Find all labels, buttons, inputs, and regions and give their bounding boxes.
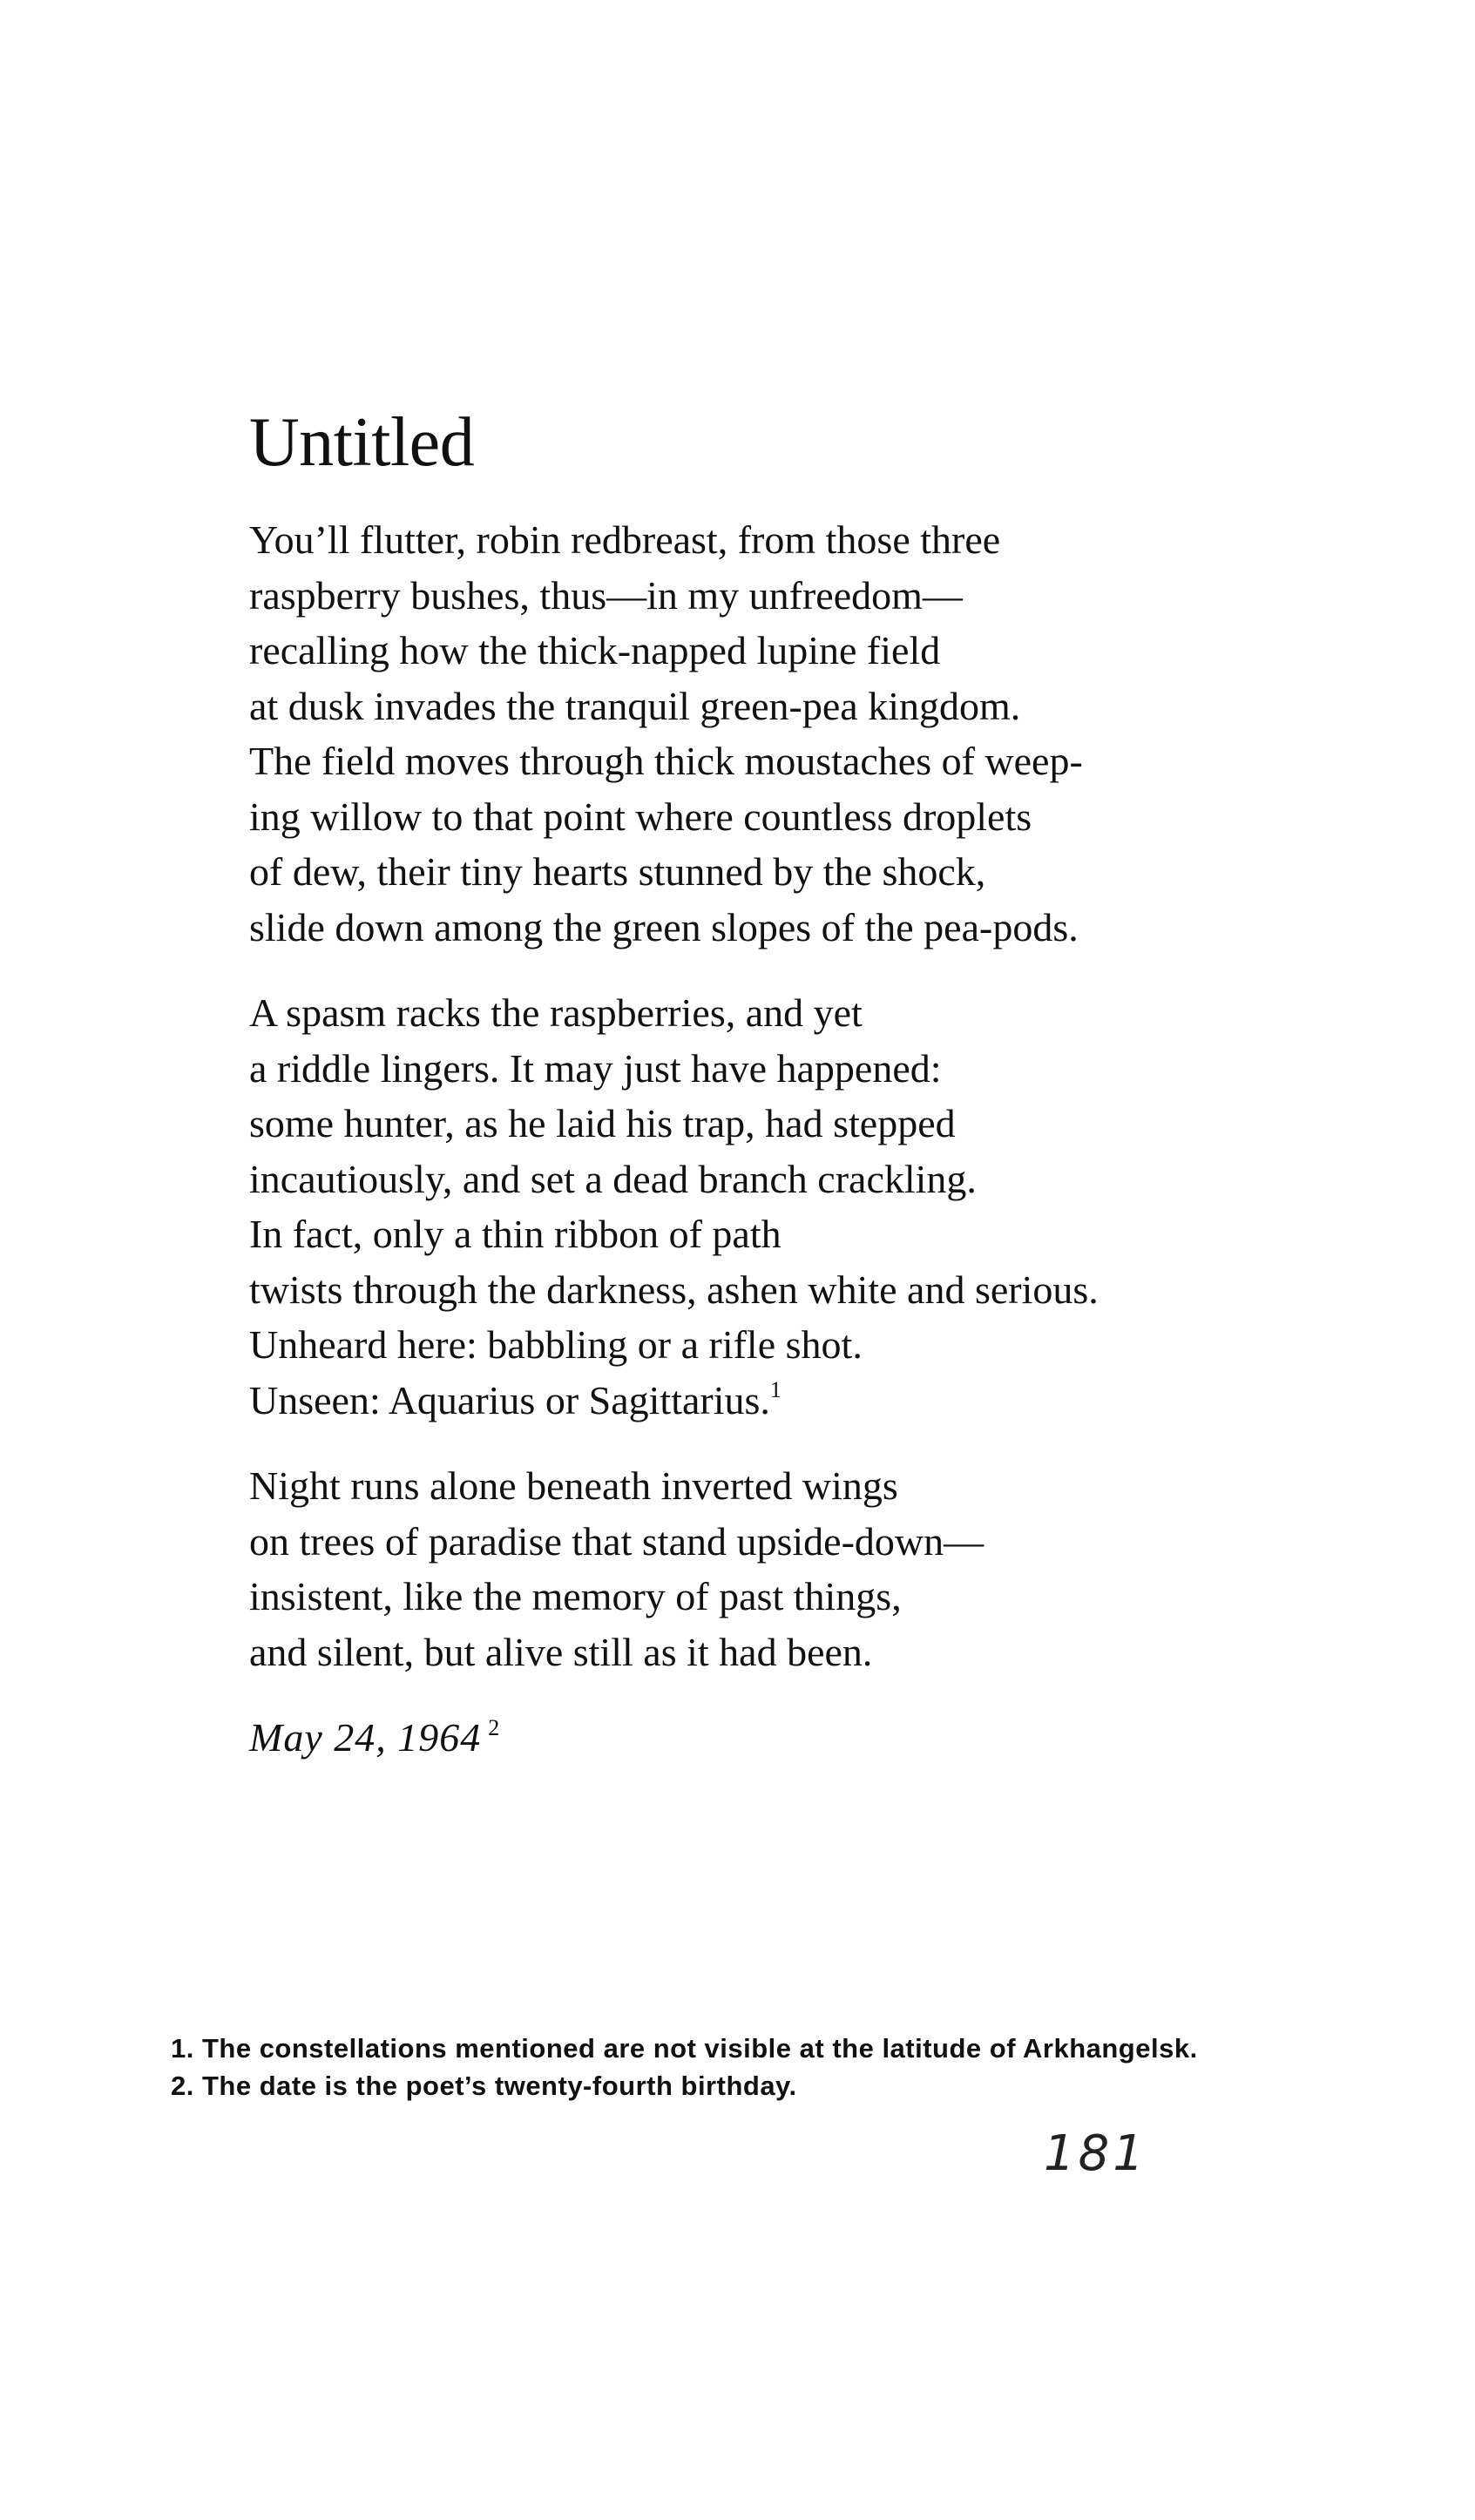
footnote-2: 2. The date is the poet’s twenty-fourth birthday. <box>171 2071 797 2101</box>
poem-line: and silent, but alive still as it had been. <box>249 1629 873 1674</box>
poem-line: A spasm racks the raspberries, and yet <box>249 990 863 1035</box>
footnote-reference-2: 2 <box>488 1714 501 1740</box>
stanza-3 <box>249 1458 1382 1679</box>
poem-line: incautiously, and set a dead branch crackling. <box>249 1156 977 1201</box>
poem-line: slide down among the green slopes of the pea-pods. <box>249 904 1079 949</box>
stanza-1 <box>249 512 1382 955</box>
date-text: May 24, 1964 <box>249 1715 482 1760</box>
poem-line: some hunter, as he laid his trap, had stepped <box>249 1101 956 1145</box>
poem-line-with-footnote <box>249 1373 1382 1429</box>
poem-line: You’ll flutter, robin redbreast, from those three <box>249 517 1001 562</box>
footnotes <box>171 2030 1390 2105</box>
poem-line: Unheard here: babbling or a rifle shot. <box>249 1322 863 1367</box>
poem-line: Night runs alone beneath inverted wings <box>249 1463 898 1508</box>
poem-line: raspberry bushes, thus—in my unfreedom— <box>249 572 963 618</box>
poem-line: twists through the darkness, ashen white and serious. <box>249 1267 1099 1312</box>
poem-line-text: Unseen: Aquarius or Sagittarius. <box>249 1377 770 1422</box>
poem-line: ing willow to that point where countless droplets <box>249 794 1032 839</box>
stanza-2 <box>249 985 1382 1428</box>
poem-line: of dew, their tiny hearts stunned by the shock, <box>249 849 986 894</box>
footnote-1: 1. The constellations mentioned are not visible at the latitude of Arkhangelsk. <box>171 2033 1198 2064</box>
poem-line: at dusk invades the tranquil green-pea kingdom. <box>249 683 1021 728</box>
poem-line: on trees of paradise that stand upside-down— <box>249 1518 984 1564</box>
poem-line: The field moves through thick moustaches of weep- <box>249 739 1083 783</box>
handwritten-page-number: 181 <box>1044 2125 1147 2182</box>
poem-line: recalling how the thick-napped lupine field <box>249 628 941 672</box>
footnote-reference-1: 1 <box>769 1377 781 1403</box>
poem-line: In fact, only a thin ribbon of path <box>249 1212 781 1256</box>
poem-title: Untitled <box>249 404 475 481</box>
poem-date <box>249 1710 1382 1766</box>
poem-line: insistent, like the memory of past things, <box>249 1574 902 1618</box>
poem-line: a riddle lingers. It may just have happened: <box>249 1045 942 1091</box>
poem-body <box>249 512 1382 1766</box>
